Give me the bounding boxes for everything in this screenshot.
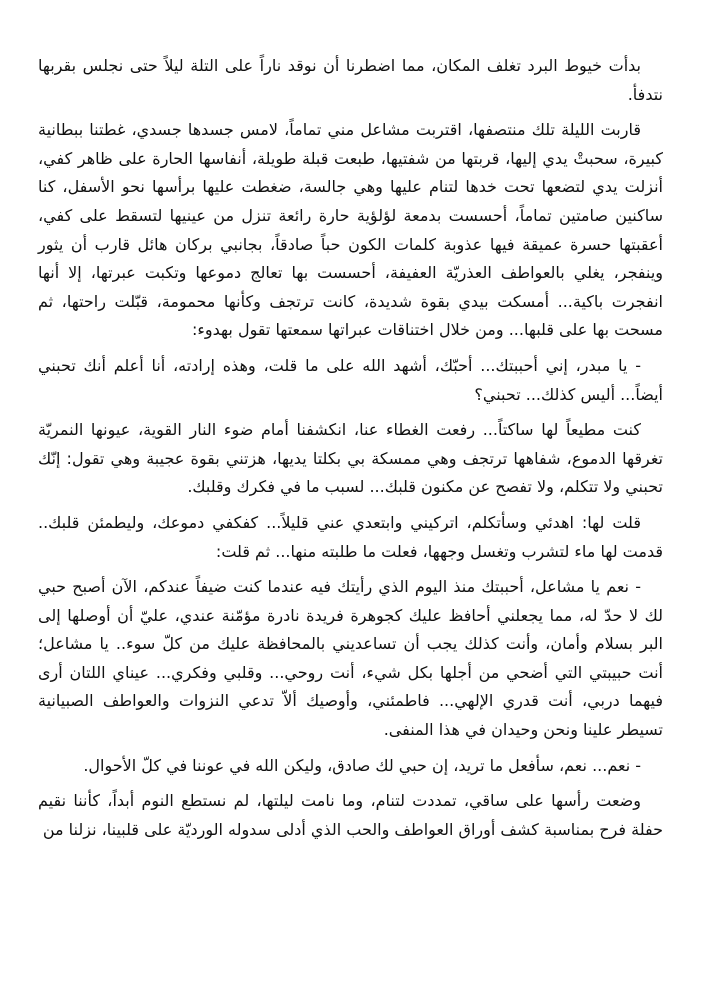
- dialogue-paragraph-3: - يا مبدر، إني أحببتك... أحبّك، أشهد الله على ما قلت، وهذه إرادته، أنا أعلم أنك تحبني أيضاً... أليس كذلك... تحبني؟: [38, 355, 663, 404]
- paragraph-2: قاربت الليلة تلك منتصفها، اقتربت مشاعل مني تماماً، لامس جسدها جسدي، غطتنا ببطانية كبيرة، سحبتْ يدي إليها، قربتها من شفتيها، طبعت قبلة طويلة، أنفاسها الحارة على ظاهر كفي، أنزلت يدي لتضعها تحت خدها لتنام عليها وهي جالسة، ضغطت عليها برأسها نحو الأسفل، كنا ساكنين صامتين تماماً، أحسست بدمعة لؤلؤية حارة رائعة تنزل من عينيها لتسقط على كفي، أعقبتها حسرة عميقة فيها عذوبة كلمات الكون حباً صادقاً، بجانبي بركان هائل قارب أن يثور وينفجر، يغلي بالعواطف العذريّة العفيفة، أحسست بها تعالج دموعها وتكبت عبرتها، إلا أنها انفجرت باكية... أمسكت بيدي بقوة شديدة، كانت ترتجف وكأنها محمومة، قبّلت راحتها، ثم مسحت بها على قلبها... ومن خلال اختناقات عبراتها سمعتها تقول بهدوء:: [38, 120, 663, 340]
- paragraph-5: قلت لها: اهدئي وسأتكلم، اتركيني وابتعدي عني قليلاً... كفكفي دموعك، وليطمئن قلبك.. قدمت لها ماء لتشرب وتغسل وجهها، فعلت ما طلبته منها... ثم قلت:: [38, 512, 663, 561]
- dialogue-paragraph-6: - نعم يا مشاعل، أحببتك منذ اليوم الذي رأيتك فيه عندما كنت ضيفاً عندكم، الآن أصبح حبي لك لا حدّ له، مما يجعلني أحافظ عليك كجوهرة فريدة نادرة مؤمّنة عندي، عليّ أن أوصلها إلى البر بسلام وأمان، وأنت كذلك يجب أن تساعديني بالمحافظة عليك من كلّ سوء.. يا مشاعل؛ أنت حبيبتي التي أضحي من أجلها بكل شيء، أنت روحي... وقلبي وفكري... عيناي اللتان أرى فيهما دربي، أنت قدري الإلهي... فاطمئني، وأوصيك ألاّ تدعي النزوات والعواطف الصبيانية تسيطر علينا ونحن وحيدان في هذا المنفى.: [38, 577, 663, 740]
- dialogue-paragraph-7: - نعم... نعم، سأفعل ما تريد، إن حبي لك صادق، وليكن الله في عوننا في كلّ الأحوال.: [83, 755, 641, 775]
- document-page: [38, 52, 663, 992]
- paragraph-4: كنت مطيعاً لها ساكتاً... رفعت الغطاء عنا، انكشفنا أمام ضوء النار القوية، عيونها النمريّة تغرقها الدموع، شفاهها ترتجف وهي ممسكة بي بكلتا يديها، هزتني بقوة عجيبة وهي تقول: إنّك تحبني ولا تتكلم، ولا تفصح عن مكنون قلبك... لسبب ما في فكرك وقلبك.: [38, 420, 663, 497]
- paragraph-8: وضعت رأسها على ساقي، تمددت لتنام، وما نامت ليلتها، لم نستطع النوم أبداً، كأننا نقيم حفلة فرح بمناسبة كشف أوراق العواطف والحب الذي أدلى سدوله الورديّة على قلبينا، نزلنا من: [38, 791, 663, 839]
- paragraph-1: بدأت خيوط البرد تغلف المكان، مما اضطرنا أن نوقد ناراً على التلة ليلاً حتى نجلس بقربها نتدفأ.: [38, 56, 663, 104]
